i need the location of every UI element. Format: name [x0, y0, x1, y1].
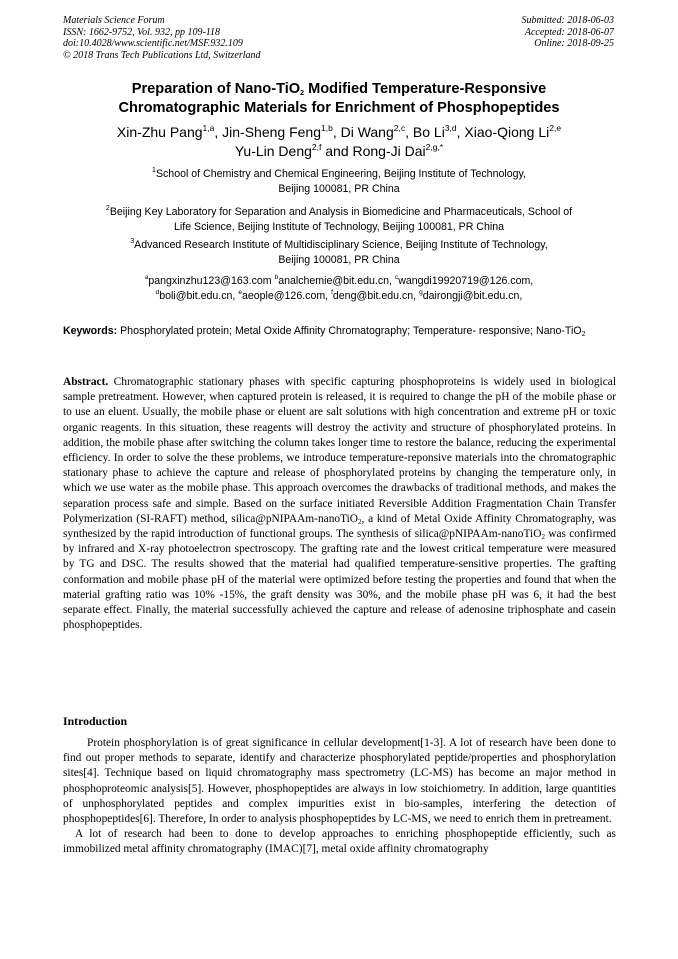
paragraph: A lot of research had been to done to develop approaches to enriching phosphopeptide efficiently, such as immobilized metal affinity chromatography (IMAC)[7], metal oxide affinity chromatography	[63, 828, 616, 856]
submitted-date: Submitted: 2018-06-03	[521, 15, 614, 26]
email-link[interactable]: deng@bit.edu.cn,	[332, 290, 417, 302]
email-link[interactable]: aeople@126.com,	[241, 290, 329, 302]
paper-title	[40, 80, 638, 118]
author: Bo Li	[412, 124, 445, 140]
affiliation-3: $^3$Advanced Research Institute of Multidisciplinary Science, Beijing Institute of Technology, Beijing 100081, PR China	[130, 238, 548, 266]
introduction-body	[63, 736, 616, 858]
journal-doi[interactable]: doi:10.4028/www.scientific.net/MSF.932.109	[63, 38, 243, 49]
email-link[interactable]: boli@bit.edu.cn,	[159, 290, 236, 302]
title-line-1: Preparation of Nano-TiO$_2$ Modified Temperature-Responsive	[131, 81, 547, 97]
introduction-heading: Introduction	[63, 714, 128, 728]
author: Rong-Ji Dai	[352, 143, 426, 159]
affiliation-2: $^2$Beijing Key Laboratory for Separation and Analysis in Biomedicine and Pharmaceuticals, School of Life Science, Beijing Institute of Technology, Beijing 100081, PR China	[105, 205, 573, 233]
author-emails: $^a$pangxinzhu123@163.com $^b$analchemie@bit.edu.cn, $^c$wangdi19920719@126.com, $^d$boli@bit.edu.cn, $^e$aeople@126.com, $^f$deng@bit.edu.cn, $^g$dairongji@bit.edu.cn,	[144, 274, 534, 302]
online-date: Online: 2018-09-25	[534, 38, 614, 49]
abstract: Abstract. Chromatographic stationary phases with specific capturing phosphoproteins is widely used in biological sample pretreatment. However, when captured protein is released, it is required to change the pH of the mobile phase or to use an eluent. Usually, the mobile phase or eluent are salt solutions with high concentration and extreme pH or toxic organic reagents. In this situation, these reagents will destroy the activity and structure of phosphorylated proteins. In addition, the mobile phase after switching the column takes longer time to restore the balance, reducing the experimental efficiency. In order to solve the these problems, we introduce temperature-reponsive materials into the chromatographic stationary phase to achieve the capture and release of phosphorylated proteins by changing the temperature only, in which we use water as the mobile phase. This approach overcomes the drawbacks of traditional methods, and makes the separation process safe and simple. Based on the surface initiated Reversible Addition Fragmentation Chain Transfer Polymerization (SI-RAFT) method, silica@pNIPAAm-nanoTiO$_2$, a kind of Metal Oxide Affinity Chromatography, was synthesized by the rapid introduction of functional groups. The synthesis of silica@pNIPAAm-nanoTiO$_2$ was confirmed by infrared and X-ray photoelectron spectroscopy. The grafting rate and the lowest critical temperature were measured by TG and DSC. The results showed that the material had qualified temperature-sensitive properties. The grafting conformation and mobile phase pH of the material were optimized before testing the properties and found that when the material grafting ratio was 10% -15%, the graft density was 30%, and the mobile phase pH was 6, it had the best separate effect. Finally, the material successfully achieved the capture and release of adenosine triphosphate and casein phosphopeptides.	[63, 376, 617, 632]
journal-issn: ISSN: 1662-9752, Vol. 932, pp 109-118	[63, 26, 221, 38]
accepted-date: Accepted: 2018-06-07	[524, 26, 614, 38]
journal-copyright: © 2018 Trans Tech Publications Ltd, Switzerland	[63, 49, 261, 61]
abstract-label: Abstract.	[63, 376, 109, 388]
author-list: Xin-Zhu Pang$^{1,a}$, Jin-Sheng Feng$^{1,b}$, Di Wang$^{2,c}$, Bo Li$^{3,d}$, Xiao-Qiong Li$^{2,e}$ Yu-Lin Deng$^{2,f}$ and Rong-Ji Dai$^{2,g,*}$	[116, 123, 562, 159]
author: Jin-Sheng Feng	[222, 124, 321, 140]
title-line-2: Chromatographic Materials for Enrichment of Phosphopeptides	[118, 100, 560, 116]
author: Xin-Zhu Pang	[116, 124, 203, 140]
affiliation-1: $^1$School of Chemistry and Chemical Engineering, Beijing Institute of Technology, Beijing 100081, PR China	[152, 167, 526, 195]
author: Yu-Lin Deng	[234, 143, 312, 159]
author: Di Wang	[340, 124, 394, 140]
journal-name: Materials Science Forum	[63, 15, 165, 26]
paragraph: Protein phosphorylation is of great significance in cellular development[1-3]. A lot of research have been done to find out proper methods to separate, identify and characterize phosphorylated peptide/properties and phosphorylation sites[4]. Technique based on liquid chromatography mass spectrometry (LC-MS) has become an major method in phosphoproteomic analysis[5]. However, phosphopeptides are always in low stoichiometry. In addition, large quantities of unphosphorylated peptides and complex impurities exist in bio-samples, interfering the detection of phosphopeptides[6]. Therefore, In order to analysis phosphopeptides by LC-MS, we need to enrich them in pretreament.	[63, 737, 616, 826]
keywords: Keywords: Phosphorylated protein; Metal Oxide Affinity Chromatography; Temperature- responsive; Nano-TiO$_2$	[63, 325, 586, 338]
email-link[interactable]: pangxinzhu123@163.com	[148, 275, 272, 287]
email-link[interactable]: analchemie@bit.edu.cn,	[278, 275, 393, 287]
journal-header	[63, 15, 261, 61]
author: Xiao-Qiong Li	[464, 124, 550, 140]
email-link[interactable]: dairongji@bit.edu.cn,	[422, 290, 523, 302]
email-link[interactable]: wangdi19920719@126.com,	[398, 275, 534, 287]
dates-header	[522, 15, 615, 50]
keywords-label: Keywords:	[63, 325, 118, 337]
